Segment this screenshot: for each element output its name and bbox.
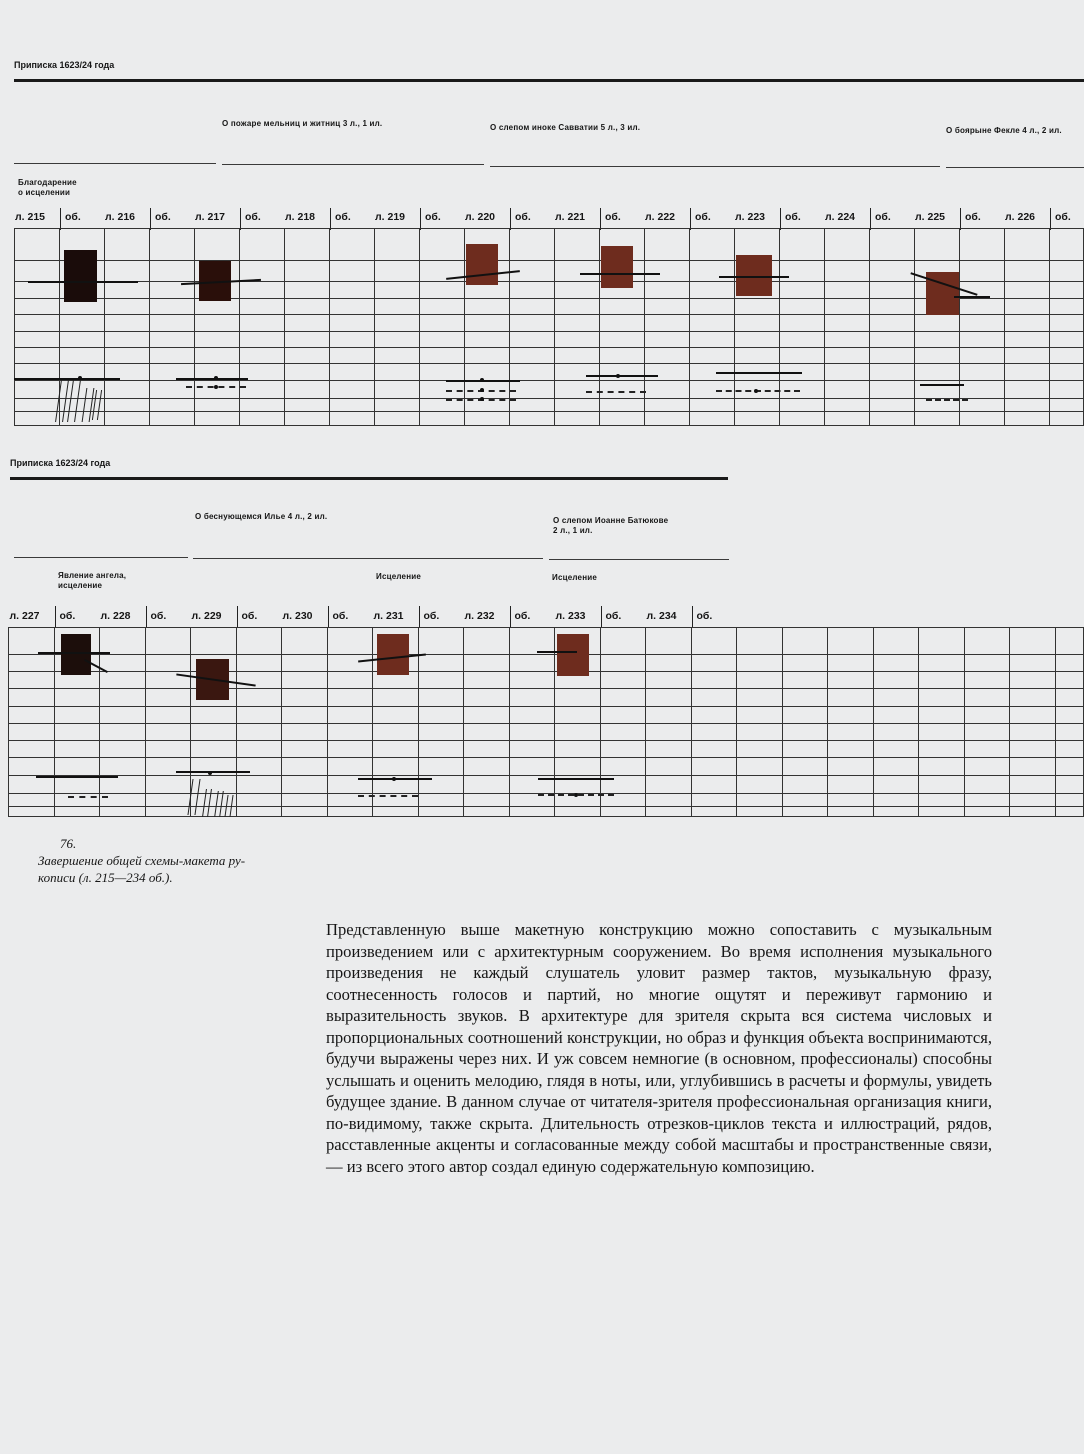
body-paragraph: Представленную выше макетную конструкцию можно сопоставить с музыкальным произведением или с архитектурным сооружением. Во время исполнения музыкального произведения не каждый слушатель уловит размер тактов, музыкальную фразу, соотнесенность голосов и партий, но многие ощутят и переживут гармонию и выразительность звуков. В архитектуре для зрителя скрыта вся система числовых и пропорциональных соотношений конструкции, но образ и функция объекта воспринимаются, будучи выражены через них. И уж совсем немногие (в основном, профессионалы) способны услышать и оценить мелодию, глядя в ноты, или, углубившись в расчеты и формулы, увидеть будущее здание. В данном случае от читателя-зрителя профессиональная организация книги, по-видимому, также скрыта. Длительность отрезков-циклов текста и иллюстраций, рядов, расставленные акценты и согласованные между собой масштабы и пространственные связи, — из всего этого автор создал единую содержательную композицию.: [326, 920, 992, 1176]
leaf-number: л. 215: [15, 211, 46, 223]
text-line-stroke: [176, 378, 248, 380]
grid-row-line: [14, 347, 1084, 348]
grid-row-line: [8, 775, 1084, 776]
illustration-block: [377, 634, 409, 675]
section-1-title: Приписка 1623/24 года: [14, 60, 115, 70]
grid-column-line: [372, 627, 373, 817]
leaf-number: л. 228: [100, 610, 131, 622]
grid-row-line: [14, 425, 1084, 426]
grid-row-line: [8, 688, 1084, 689]
grid-column-line: [689, 228, 690, 426]
grid-column-line: [736, 627, 737, 817]
grid-column-line: [827, 627, 828, 817]
grid-column-line: [509, 228, 510, 426]
leaf-separator: [55, 606, 56, 628]
grid-column-line: [236, 627, 237, 817]
grid-column-line: [1009, 627, 1010, 817]
section-2-rule: [10, 477, 728, 480]
story-title: О пожаре мельниц и житниц 3 л., 1 ил.: [222, 119, 383, 128]
layout-grid: [14, 228, 1084, 426]
notation-dot: [214, 385, 218, 389]
story-title: О боярыне Фекле 4 л., 2 ил.: [946, 126, 1062, 135]
leaf-separator: [870, 208, 871, 230]
leaf-separator: [146, 606, 147, 628]
leaf-number: л. 223: [735, 211, 766, 223]
grid-row-line: [8, 627, 1084, 628]
grid-row-line: [8, 671, 1084, 672]
grid-column-line: [691, 627, 692, 817]
text-line-stroke: [538, 778, 614, 780]
leaf-number: л. 218: [285, 211, 316, 223]
subnote-label: Исцеление: [376, 572, 421, 581]
text-line-stroke: [38, 652, 110, 654]
leaf-separator: [237, 606, 238, 628]
leaf-separator: [510, 208, 511, 230]
leaf-number: л. 232: [464, 610, 495, 622]
leaf-number: л. 226: [1005, 211, 1036, 223]
leaf-number: л. 225: [915, 211, 946, 223]
illustration-block: [557, 634, 589, 676]
notation-dot: [480, 397, 484, 401]
notation-dot: [392, 777, 396, 781]
grid-column-line: [284, 228, 285, 426]
grid-column-line: [281, 627, 282, 817]
subnote-label: Явление ангела, исцеление: [58, 571, 127, 590]
leaf-separator: [600, 208, 601, 230]
grid-column-line: [964, 627, 965, 817]
leaf-number: л. 220: [465, 211, 496, 223]
leaf-separator: [420, 208, 421, 230]
leaf-number: л. 229: [191, 610, 222, 622]
grid-column-line: [644, 228, 645, 426]
grid-column-line: [329, 228, 330, 426]
notation-dot: [480, 378, 484, 382]
verso-label: об.: [785, 211, 801, 223]
leaf-number: л. 234: [646, 610, 677, 622]
grid-column-line: [419, 228, 420, 426]
verso-label: об.: [335, 211, 351, 223]
grid-column-line: [374, 228, 375, 426]
notation-dot: [480, 388, 484, 392]
notation-stroke: [358, 795, 418, 797]
section-1-rule: [14, 79, 1084, 82]
grid-row-line: [14, 314, 1084, 315]
grid-row-line: [8, 723, 1084, 724]
notation-stroke: [68, 796, 108, 798]
story-title: О слепом Иоанне Батюкове 2 л., 1 ил.: [553, 516, 669, 535]
text-line-stroke: [580, 273, 660, 275]
leaf-number: л. 217: [195, 211, 226, 223]
verso-label: об.: [423, 610, 440, 622]
grid-column-line: [8, 627, 9, 817]
verso-label: об.: [241, 610, 258, 622]
story-title: О слепом иноке Савватии 5 л., 3 ил.: [490, 123, 641, 132]
story-underline: [549, 559, 729, 560]
verso-label: об.: [155, 211, 171, 223]
verso-label: об.: [425, 211, 441, 223]
leaf-number: л. 224: [825, 211, 856, 223]
story-underline: [222, 164, 484, 165]
text-line-stroke: [719, 276, 789, 278]
grid-row-line: [14, 398, 1084, 399]
verso-label: об.: [965, 211, 981, 223]
grid-column-line: [734, 228, 735, 426]
verso-label: об.: [605, 610, 622, 622]
notation-dot: [616, 374, 620, 378]
handwritten-mark: [214, 791, 224, 817]
grid-column-line: [1004, 228, 1005, 426]
leaf-separator: [330, 208, 331, 230]
leaf-separator: [510, 606, 511, 628]
leaf-separator: [328, 606, 329, 628]
notation-stroke: [926, 399, 968, 401]
grid-column-line: [14, 228, 15, 426]
verso-label: об.: [150, 610, 167, 622]
illustration-block: [601, 246, 633, 288]
grid-column-line: [599, 228, 600, 426]
story-underline: [14, 163, 216, 164]
text-line-stroke: [954, 296, 990, 298]
leaf-number: л. 231: [373, 610, 404, 622]
text-line-stroke: [28, 281, 138, 283]
text-line-stroke: [537, 651, 577, 653]
verso-label: об.: [515, 211, 531, 223]
subnote-label: Исцеление: [552, 573, 597, 582]
leaf-separator: [690, 208, 691, 230]
grid-column-line: [54, 627, 55, 817]
leaf-number: л. 227: [9, 610, 40, 622]
verso-label: об.: [514, 610, 531, 622]
grid-column-line: [99, 627, 100, 817]
leaf-number: л. 216: [105, 211, 136, 223]
notation-dot: [214, 376, 218, 380]
grid-column-line: [327, 627, 328, 817]
grid-column-line: [104, 228, 105, 426]
grid-column-line: [1055, 627, 1056, 817]
verso-label: об.: [245, 211, 261, 223]
grid-row-line: [14, 298, 1084, 299]
grid-column-line: [918, 627, 919, 817]
leaf-separator: [240, 208, 241, 230]
grid-row-line: [14, 380, 1084, 381]
story-underline: [14, 557, 188, 558]
leaf-separator: [780, 208, 781, 230]
grid-column-line: [782, 627, 783, 817]
figure-caption: Завершение общей схемы-макета ру- кописи (л. 215—234 об.).: [38, 853, 246, 885]
story-title: О беснующемся Илье 4 л., 2 ил.: [195, 512, 328, 521]
leaf-separator: [601, 606, 602, 628]
grid-row-line: [8, 757, 1084, 758]
text-line-stroke: [36, 776, 118, 778]
grid-column-line: [554, 228, 555, 426]
leaf-separator: [60, 208, 61, 230]
grid-column-line: [959, 228, 960, 426]
grid-column-line: [463, 627, 464, 817]
verso-label: об.: [696, 610, 713, 622]
grid-column-line: [464, 228, 465, 426]
figure-number: 76.: [60, 836, 77, 851]
grid-column-line: [914, 228, 915, 426]
grid-row-line: [8, 740, 1084, 741]
text-line-stroke: [586, 375, 658, 377]
grid-row-line: [14, 228, 1084, 229]
verso-label: об.: [65, 211, 81, 223]
grid-column-line: [149, 228, 150, 426]
grid-row-line: [8, 806, 1084, 807]
leaf-number: л. 230: [282, 610, 313, 622]
grid-row-line: [14, 281, 1084, 282]
layout-grid: [8, 627, 1084, 817]
notation-dot: [208, 771, 212, 775]
notation-stroke: [586, 391, 646, 393]
text-line-stroke: [176, 771, 250, 773]
leaf-number: л. 233: [555, 610, 586, 622]
verso-label: об.: [875, 211, 891, 223]
leaf-separator: [960, 208, 961, 230]
grid-row-line: [14, 260, 1084, 261]
grid-column-line: [779, 228, 780, 426]
text-line-stroke: [716, 372, 802, 374]
grid-column-line: [824, 228, 825, 426]
leaf-separator: [150, 208, 151, 230]
grid-column-line: [239, 228, 240, 426]
notation-dot: [574, 793, 578, 797]
leaf-separator: [419, 606, 420, 628]
verso-label: об.: [59, 610, 76, 622]
handwritten-mark: [67, 380, 81, 422]
grid-column-line: [869, 228, 870, 426]
illustration-block: [64, 250, 97, 302]
grid-column-line: [554, 627, 555, 817]
grid-column-line: [509, 627, 510, 817]
grid-row-line: [14, 411, 1084, 412]
grid-row-line: [14, 331, 1084, 332]
grid-column-line: [194, 228, 195, 426]
leaf-number: л. 222: [645, 211, 676, 223]
illustration-block: [61, 634, 91, 675]
grid-column-line: [645, 627, 646, 817]
story-underline: [193, 558, 543, 559]
notation-dot: [754, 389, 758, 393]
text-line-stroke: [920, 384, 964, 386]
grid-column-line: [145, 627, 146, 817]
story-underline: [946, 167, 1084, 168]
leaf-number: л. 221: [555, 211, 586, 223]
verso-label: об.: [1055, 211, 1071, 223]
story-underline: [490, 166, 940, 167]
grid-column-line: [873, 627, 874, 817]
leaf-separator: [692, 606, 693, 628]
grid-column-line: [1049, 228, 1050, 426]
notation-stroke: [716, 390, 800, 392]
grid-column-line: [600, 627, 601, 817]
section-2-title: Приписка 1623/24 года: [10, 458, 111, 468]
verso-label: об.: [605, 211, 621, 223]
verso-label: об.: [332, 610, 349, 622]
grid-row-line: [8, 816, 1084, 817]
leaf-number: л. 219: [375, 211, 406, 223]
grid-row-line: [8, 654, 1084, 655]
leaf-separator: [1050, 208, 1051, 230]
grid-row-line: [14, 363, 1084, 364]
subnote-label: Благодарение о исцелении: [18, 178, 77, 197]
illustration-block: [466, 244, 498, 285]
verso-label: об.: [695, 211, 711, 223]
grid-row-line: [8, 706, 1084, 707]
